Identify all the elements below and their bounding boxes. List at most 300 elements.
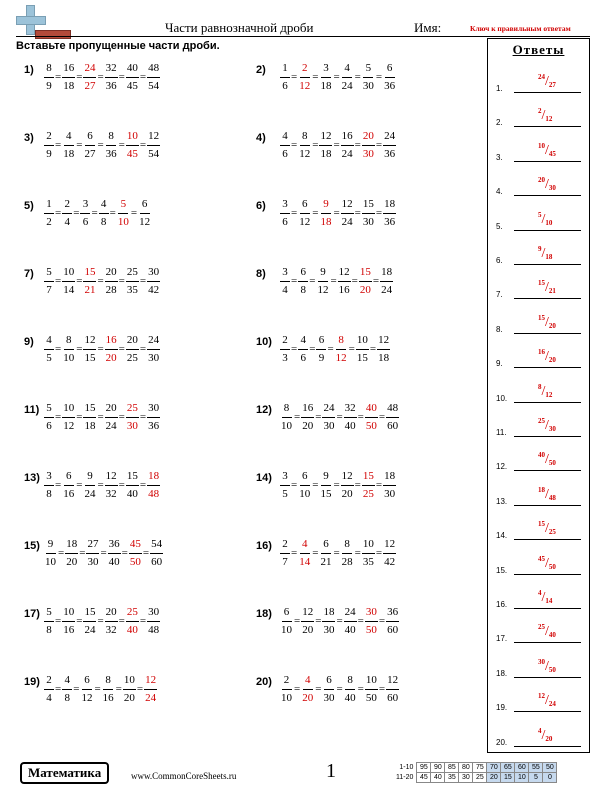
score-cell: 50 bbox=[543, 763, 557, 773]
fraction bbox=[362, 538, 375, 569]
denominator: 36 bbox=[105, 79, 117, 92]
score-cell: 85 bbox=[445, 763, 459, 773]
numerator: 30 bbox=[147, 606, 160, 622]
score-range-label: 11-20 bbox=[396, 774, 414, 781]
equals-sign: = bbox=[76, 70, 83, 83]
equals-sign: = bbox=[357, 614, 364, 627]
equals-sign: = bbox=[312, 138, 319, 151]
fraction bbox=[83, 130, 96, 161]
equals-sign: = bbox=[76, 614, 83, 627]
numerator: 10 bbox=[62, 266, 75, 282]
equals-sign: = bbox=[130, 206, 138, 219]
answer-row bbox=[488, 233, 589, 267]
fraction bbox=[126, 334, 139, 365]
numerator: 48 bbox=[147, 62, 160, 78]
numerator: 5 bbox=[118, 198, 128, 214]
answer-fraction bbox=[117, 198, 130, 229]
numerator: 32 bbox=[344, 402, 357, 418]
fraction bbox=[280, 402, 293, 433]
equals-sign: = bbox=[354, 546, 361, 559]
numerator: 15 bbox=[83, 402, 96, 418]
denominator: 18 bbox=[63, 79, 75, 92]
denominator: 24 bbox=[105, 419, 117, 432]
score-range-label: 1-10 bbox=[399, 764, 414, 771]
numerator: 12 bbox=[83, 334, 96, 350]
numerator: 20 bbox=[105, 266, 118, 282]
answer-line bbox=[514, 608, 581, 609]
answer-index: 1. bbox=[496, 84, 503, 93]
answer-index: 17. bbox=[496, 634, 508, 644]
answer-line bbox=[514, 505, 581, 506]
equals-sign: = bbox=[372, 274, 380, 287]
answer-fraction bbox=[319, 198, 332, 229]
equals-sign: = bbox=[139, 410, 147, 423]
fraction bbox=[83, 606, 96, 637]
numerator: 48 bbox=[386, 402, 399, 418]
denominator: 25 bbox=[362, 487, 374, 500]
numerator: 18 bbox=[380, 266, 393, 282]
equals-sign: = bbox=[333, 478, 340, 491]
numerator: 16 bbox=[62, 62, 75, 78]
fraction bbox=[83, 470, 96, 501]
answer-value: $^{25}/_{30}$ bbox=[538, 417, 556, 433]
equals-sign: = bbox=[354, 206, 361, 219]
equals-sign: = bbox=[375, 206, 383, 219]
equals-sign: = bbox=[348, 342, 355, 355]
denominator: 6 bbox=[82, 215, 89, 228]
answer-line bbox=[514, 298, 581, 299]
answer-line bbox=[514, 264, 581, 265]
answer-index: 14. bbox=[496, 531, 508, 541]
answer-value: $^{45}/_{50}$ bbox=[538, 554, 556, 571]
equals-sign: = bbox=[378, 682, 386, 695]
answer-fraction bbox=[301, 674, 314, 705]
equals-sign: = bbox=[294, 614, 301, 627]
equals-sign: = bbox=[76, 410, 83, 423]
answer-line bbox=[514, 711, 581, 712]
denominator: 10 bbox=[281, 623, 292, 636]
numerator: 12 bbox=[386, 674, 399, 690]
fraction bbox=[105, 470, 118, 501]
numerator: 8 bbox=[345, 674, 355, 690]
problem-number: 15) bbox=[24, 540, 40, 552]
fraction bbox=[322, 606, 335, 637]
numerator: 18 bbox=[383, 470, 396, 486]
answer-value: $^{24}/_{27}$ bbox=[538, 73, 556, 89]
equals-sign: = bbox=[115, 682, 122, 695]
numerator: 6 bbox=[300, 198, 310, 214]
numerator: 18 bbox=[383, 198, 396, 214]
denominator: 16 bbox=[63, 487, 75, 500]
numerator: 6 bbox=[300, 470, 310, 486]
score-cell: 55 bbox=[529, 763, 543, 773]
denominator: 8 bbox=[100, 215, 107, 228]
numerator: 6 bbox=[140, 198, 150, 214]
fraction bbox=[341, 62, 354, 93]
answer-value: $^{15}/_{25}$ bbox=[538, 520, 556, 537]
fraction bbox=[386, 402, 399, 433]
numerator: 6 bbox=[298, 266, 308, 282]
denominator: 20 bbox=[302, 691, 314, 704]
denominator: 25 bbox=[126, 351, 138, 364]
denominator: 30 bbox=[362, 147, 374, 160]
equals-sign: = bbox=[118, 478, 125, 491]
numerator: 4 bbox=[99, 198, 109, 214]
fraction bbox=[316, 334, 326, 365]
answer-index: 15. bbox=[496, 565, 508, 575]
numerator: 2 bbox=[62, 198, 72, 214]
name-label: Имя: bbox=[414, 20, 442, 35]
fraction bbox=[280, 674, 293, 705]
equals-sign: = bbox=[357, 682, 364, 695]
numerator: 15 bbox=[83, 266, 96, 282]
equals-sign: = bbox=[378, 614, 386, 627]
fraction bbox=[319, 470, 332, 501]
answer-value: $^{15}/_{21}$ bbox=[538, 279, 556, 296]
fraction bbox=[365, 674, 378, 705]
answer-index: 7. bbox=[496, 290, 503, 300]
answer-index: 8. bbox=[496, 324, 503, 334]
denominator: 20 bbox=[105, 351, 117, 364]
equals-sign: = bbox=[91, 206, 98, 219]
denominator: 16 bbox=[338, 283, 350, 296]
equals-sign: = bbox=[357, 410, 364, 423]
score-cell: 80 bbox=[459, 763, 473, 773]
equals-sign: = bbox=[55, 614, 62, 627]
numerator: 12 bbox=[105, 470, 118, 486]
problem-number: 17) bbox=[24, 608, 40, 620]
answer-line bbox=[514, 746, 581, 747]
score-table bbox=[394, 762, 557, 783]
equals-sign: = bbox=[73, 682, 80, 695]
denominator: 54 bbox=[148, 79, 160, 92]
answer-index: 6. bbox=[496, 256, 503, 265]
answer-value: $^4/_{14}$ bbox=[538, 589, 553, 605]
denominator: 18 bbox=[320, 215, 332, 228]
denominator: 24 bbox=[341, 147, 353, 160]
denominator: 30 bbox=[323, 419, 335, 432]
equals-sign: = bbox=[58, 546, 65, 559]
denominator: 36 bbox=[105, 147, 117, 160]
fraction bbox=[147, 62, 160, 93]
answer-index: 18. bbox=[496, 668, 508, 678]
denominator: 30 bbox=[323, 691, 335, 704]
numerator: 15 bbox=[83, 606, 96, 622]
denominator: 20 bbox=[341, 487, 353, 500]
equals-sign: = bbox=[291, 342, 298, 355]
fraction bbox=[301, 606, 314, 637]
equals-sign: = bbox=[333, 70, 340, 83]
equals-sign: = bbox=[76, 342, 83, 355]
numerator: 1 bbox=[280, 62, 290, 78]
equals-sign: = bbox=[97, 138, 104, 151]
denominator: 12 bbox=[299, 215, 311, 228]
denominator: 21 bbox=[320, 555, 332, 568]
answer-line bbox=[514, 333, 581, 334]
fraction bbox=[108, 538, 121, 569]
answer-index: 5. bbox=[496, 221, 503, 231]
answer-line bbox=[514, 642, 581, 643]
numerator: 25 bbox=[126, 606, 139, 622]
denominator: 18 bbox=[63, 147, 75, 160]
denominator: 40 bbox=[126, 623, 138, 636]
numerator: 3 bbox=[280, 266, 290, 282]
numerator: 9 bbox=[321, 198, 331, 214]
fraction bbox=[80, 198, 90, 229]
numerator: 9 bbox=[321, 470, 331, 486]
answer-value: $^5/_{10}$ bbox=[538, 210, 553, 227]
equals-sign: = bbox=[333, 206, 340, 219]
denominator: 8 bbox=[46, 487, 52, 500]
answer-value: $^{30}/_{50}$ bbox=[538, 657, 556, 674]
denominator: 30 bbox=[384, 487, 396, 500]
answer-fraction bbox=[335, 334, 348, 365]
numerator: 9 bbox=[46, 538, 56, 554]
numerator: 15 bbox=[126, 470, 139, 486]
numerator: 10 bbox=[62, 606, 75, 622]
score-cell: 20 bbox=[487, 773, 501, 783]
numerator: 10 bbox=[62, 402, 75, 418]
problem-number: 5) bbox=[24, 200, 34, 212]
denominator: 24 bbox=[84, 623, 96, 636]
numerator: 20 bbox=[126, 334, 139, 350]
denominator: 16 bbox=[63, 623, 75, 636]
denominator: 27 bbox=[84, 147, 96, 160]
fraction bbox=[105, 130, 118, 161]
fraction bbox=[280, 198, 290, 229]
denominator: 6 bbox=[300, 351, 306, 364]
numerator: 8 bbox=[44, 62, 54, 78]
fraction bbox=[62, 62, 75, 93]
answer-row bbox=[488, 336, 589, 370]
problem-number: 3) bbox=[24, 132, 34, 144]
answer-row bbox=[488, 611, 589, 645]
equals-sign: = bbox=[354, 70, 361, 83]
answer-index: 9. bbox=[496, 359, 503, 369]
score-cell: 65 bbox=[501, 763, 515, 773]
fraction bbox=[44, 538, 57, 569]
denominator: 12 bbox=[299, 79, 311, 92]
answer-fraction bbox=[298, 538, 311, 569]
denominator: 36 bbox=[384, 147, 396, 160]
answer-key-label: Ключ к правильным ответам bbox=[470, 24, 571, 33]
equals-sign: = bbox=[118, 342, 125, 355]
numerator: 25 bbox=[126, 402, 139, 418]
numerator: 15 bbox=[362, 470, 375, 486]
denominator: 60 bbox=[387, 623, 399, 636]
equals-sign: = bbox=[79, 546, 86, 559]
fraction bbox=[383, 470, 396, 501]
fraction bbox=[150, 538, 163, 569]
fraction bbox=[147, 334, 160, 365]
denominator: 18 bbox=[320, 79, 332, 92]
answer-fraction bbox=[126, 130, 139, 161]
denominator: 9 bbox=[46, 79, 52, 92]
equals-sign: = bbox=[97, 478, 104, 491]
answer-line bbox=[514, 574, 581, 575]
answer-index: 19. bbox=[496, 703, 508, 713]
answer-row bbox=[488, 577, 589, 611]
equals-sign: = bbox=[55, 342, 62, 355]
numerator: 25 bbox=[126, 266, 139, 282]
answer-row bbox=[488, 199, 589, 233]
fraction bbox=[105, 606, 118, 637]
denominator: 50 bbox=[365, 623, 377, 636]
equals-sign: = bbox=[118, 410, 125, 423]
denominator: 12 bbox=[335, 351, 347, 364]
answer-fraction bbox=[298, 62, 311, 93]
numerator: 4 bbox=[303, 674, 313, 690]
fraction bbox=[298, 266, 308, 297]
equals-sign: = bbox=[136, 682, 144, 695]
answer-line bbox=[514, 126, 581, 127]
numerator: 12 bbox=[338, 266, 351, 282]
problem-number: 6) bbox=[256, 200, 266, 212]
numerator: 4 bbox=[62, 674, 72, 690]
answer-index: 11. bbox=[496, 428, 507, 437]
equals-sign: = bbox=[97, 70, 104, 83]
fraction bbox=[298, 198, 311, 229]
fraction bbox=[123, 674, 136, 705]
answer-value: $^9/_{18}$ bbox=[538, 245, 553, 261]
numerator: 18 bbox=[147, 470, 160, 486]
numerator: 10 bbox=[365, 674, 378, 690]
fraction bbox=[147, 402, 160, 433]
denominator: 6 bbox=[46, 419, 52, 432]
problem-number: 7) bbox=[24, 268, 34, 280]
numerator: 12 bbox=[341, 198, 354, 214]
numerator: 5 bbox=[44, 266, 54, 282]
denominator: 10 bbox=[63, 351, 75, 364]
answer-row bbox=[488, 405, 589, 439]
fraction bbox=[356, 334, 369, 365]
fraction bbox=[362, 62, 375, 93]
answer-index: 10. bbox=[496, 393, 508, 403]
denominator: 12 bbox=[299, 147, 311, 160]
score-cell: 45 bbox=[417, 773, 431, 783]
problem-number: 13) bbox=[24, 472, 40, 484]
numerator: 1 bbox=[44, 198, 54, 214]
numerator: 24 bbox=[322, 402, 335, 418]
denominator: 32 bbox=[105, 623, 117, 636]
answer-row bbox=[488, 508, 589, 542]
equals-sign: = bbox=[291, 70, 298, 83]
denominator: 14 bbox=[299, 555, 311, 568]
fraction bbox=[386, 606, 399, 637]
numerator: 6 bbox=[85, 130, 95, 146]
answer-row bbox=[488, 95, 589, 129]
numerator: 4 bbox=[342, 62, 352, 78]
fraction bbox=[62, 198, 72, 229]
denominator: 7 bbox=[282, 555, 288, 568]
fraction bbox=[44, 674, 54, 705]
answer-value: $^{25}/_{40}$ bbox=[538, 623, 556, 640]
answer-fraction bbox=[362, 470, 375, 501]
denominator: 40 bbox=[126, 487, 138, 500]
fraction bbox=[44, 130, 54, 161]
fraction bbox=[344, 606, 357, 637]
denominator: 20 bbox=[123, 691, 135, 704]
numerator: 54 bbox=[150, 538, 163, 554]
numerator: 20 bbox=[105, 402, 118, 418]
numerator: 9 bbox=[318, 266, 328, 282]
fraction bbox=[298, 334, 308, 365]
fraction bbox=[105, 402, 118, 433]
page-number: 1 bbox=[326, 760, 336, 782]
numerator: 6 bbox=[321, 538, 331, 554]
denominator: 48 bbox=[148, 623, 160, 636]
fraction bbox=[83, 402, 96, 433]
fraction bbox=[377, 334, 390, 365]
numerator: 30 bbox=[147, 402, 160, 418]
equals-sign: = bbox=[312, 546, 319, 559]
equals-sign: = bbox=[336, 682, 343, 695]
denominator: 36 bbox=[384, 79, 396, 92]
equals-sign: = bbox=[378, 410, 386, 423]
numerator: 5 bbox=[363, 62, 373, 78]
equals-sign: = bbox=[375, 138, 383, 151]
numerator: 30 bbox=[147, 266, 160, 282]
numerator: 10 bbox=[362, 538, 375, 554]
answer-value: $^{20}/_{30}$ bbox=[538, 176, 556, 193]
equals-sign: = bbox=[100, 546, 107, 559]
equals-sign: = bbox=[139, 614, 147, 627]
numerator: 12 bbox=[377, 334, 390, 350]
answer-value: $^{16}/_{20}$ bbox=[538, 348, 556, 365]
denominator: 30 bbox=[323, 623, 335, 636]
answer-index: 4. bbox=[496, 187, 503, 197]
answer-line bbox=[514, 195, 581, 196]
equals-sign: = bbox=[309, 274, 316, 287]
answer-fraction bbox=[362, 130, 375, 161]
fraction bbox=[44, 266, 54, 297]
score-row bbox=[394, 763, 557, 773]
fraction bbox=[102, 674, 115, 705]
answer-fraction bbox=[359, 266, 372, 297]
denominator: 6 bbox=[282, 215, 288, 228]
equals-sign: = bbox=[336, 410, 343, 423]
fraction bbox=[62, 606, 75, 637]
page-title: Части равнозначной дроби bbox=[165, 20, 314, 35]
answer-line bbox=[514, 470, 581, 471]
fraction bbox=[147, 606, 160, 637]
numerator: 8 bbox=[342, 538, 352, 554]
denominator: 24 bbox=[84, 487, 96, 500]
denominator: 15 bbox=[356, 351, 368, 364]
denominator: 40 bbox=[344, 419, 356, 432]
numerator: 40 bbox=[365, 402, 378, 418]
equals-sign: = bbox=[55, 138, 62, 151]
denominator: 42 bbox=[384, 555, 396, 568]
numerator: 3 bbox=[280, 470, 290, 486]
answer-value: $^4/_{20}$ bbox=[538, 726, 553, 743]
answer-value: $^{12}/_{24}$ bbox=[538, 692, 556, 709]
fraction bbox=[316, 266, 329, 297]
equals-sign: = bbox=[315, 682, 322, 695]
numerator: 2 bbox=[44, 674, 54, 690]
score-cell: 95 bbox=[417, 763, 431, 773]
fraction bbox=[126, 470, 139, 501]
denominator: 15 bbox=[84, 351, 96, 364]
equals-sign: = bbox=[333, 546, 340, 559]
footer bbox=[16, 760, 592, 784]
problem-number: 9) bbox=[24, 336, 34, 348]
denominator: 24 bbox=[341, 79, 353, 92]
answer-fraction bbox=[129, 538, 142, 569]
denominator: 60 bbox=[151, 555, 163, 568]
denominator: 12 bbox=[81, 691, 93, 704]
equals-sign: = bbox=[109, 206, 116, 219]
